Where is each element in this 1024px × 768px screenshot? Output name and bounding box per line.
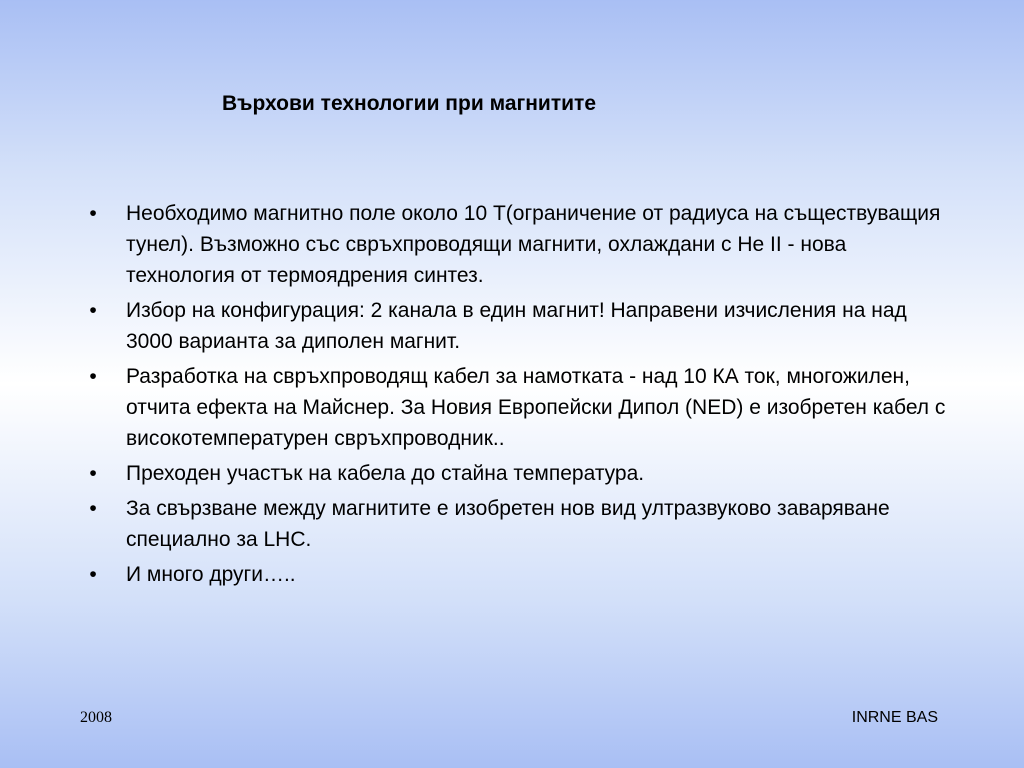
bullet-item — [0, 559, 946, 590]
bullet-marker: • — [89, 365, 97, 388]
bullet-item — [0, 295, 946, 357]
bullet-text: За свързване между магнитите е изобретен нов вид ултразвуково заваряване специално за LHC. — [126, 497, 890, 551]
bullet-text: Преходен участък на кабела до стайна температура. — [126, 462, 645, 485]
bullet-marker: • — [89, 202, 97, 225]
bullet-text: И много други….. — [126, 563, 296, 586]
bullet-item — [0, 361, 946, 454]
bullet-text: Разработка на свръхпроводящ кабел за намотката - над 10 КА ток, многожилен, отчита ефекта на Майснер. За Новия Европейски Дипол (NED) е изобретен кабел с високотемпературен свръхпроводник.. — [126, 365, 946, 450]
bullet-marker: • — [89, 299, 97, 322]
bullet-text: Необходимо магнитно поле около 10 T(ограничение от радиуса на съществуващия тунел). Възможно със свръхпроводящи магнити, охлаждани с He II - нова технология от термоядрения синтез. — [126, 202, 941, 287]
bullet-marker: • — [89, 563, 97, 586]
bullet-item — [0, 458, 946, 489]
bullet-list — [0, 198, 1024, 594]
footer-organization: INRNE BAS — [851, 709, 938, 726]
bullet-item — [0, 493, 946, 555]
bullet-marker: • — [89, 462, 97, 485]
bullet-item — [0, 198, 946, 291]
footer-year: 2008 — [80, 709, 112, 726]
bullet-marker: • — [89, 497, 97, 520]
bullet-text: Избор на конфигурация: 2 канала в един магнит! Направени изчисления на над 3000 варианта за диполен магнит. — [126, 299, 907, 353]
slide-title: Върхови технологии при магнитите — [222, 92, 597, 115]
